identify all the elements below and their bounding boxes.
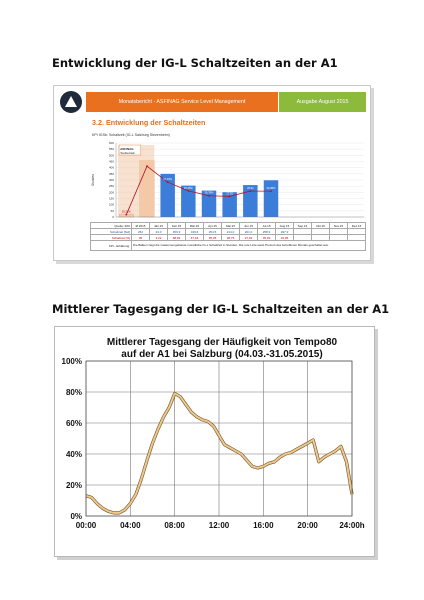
report-point-label: 27,92 xyxy=(226,192,233,196)
report-ytick-label: 50 xyxy=(110,208,114,213)
table-cell: 254,5 xyxy=(204,229,222,235)
y-tick-label: 100% xyxy=(61,357,82,366)
table-cell: Ø 2015 xyxy=(132,223,150,229)
report-percent-point xyxy=(270,190,272,192)
report-ytick-label: 350 xyxy=(108,171,114,176)
table-row-kpi xyxy=(91,241,366,251)
table-cell: 35 xyxy=(132,235,150,241)
report-y-axis-label: Stunden xyxy=(91,174,95,186)
table-row-label: Quelle: IRO xyxy=(91,223,132,229)
report-bar xyxy=(264,180,278,217)
table-cell: 68,69 xyxy=(168,235,186,241)
table-cell: 3,22 xyxy=(150,235,168,241)
table-cell: Feb.15 xyxy=(168,223,186,229)
report-bar xyxy=(140,161,154,217)
report-ytick-label: 250 xyxy=(108,184,114,189)
y-tick-label: 80% xyxy=(65,388,82,397)
table-cell: 349,6 xyxy=(186,229,204,235)
report-ytick-label: 300 xyxy=(108,178,114,182)
monthly-schaltzeit-chart xyxy=(90,139,366,221)
report-ytick-label: 0 xyxy=(112,215,114,219)
report-point-label: 26,92 xyxy=(247,187,254,191)
x-tick-label: 08:00 xyxy=(164,521,185,530)
report-percent-point xyxy=(249,190,251,192)
table-cell: 27,92 xyxy=(240,235,258,241)
table-row-label: Schaltzeit [Std] xyxy=(91,229,132,235)
report-header-issue: Ausgabe August 2015 xyxy=(279,92,366,112)
report-ytick-label: 600 xyxy=(108,141,114,145)
report-percent-point xyxy=(146,165,148,167)
table-cell: Mai.15 xyxy=(222,223,240,229)
y-tick-label: 0% xyxy=(70,512,82,521)
report-snapshot xyxy=(53,85,371,261)
report-percent-point xyxy=(125,214,127,216)
table-cell: Jun.15 xyxy=(240,223,258,229)
logo-triangle-icon xyxy=(65,96,77,107)
section-heading-tagesgang: Mittlerer Tagesgang der IG-L Schaltzeiten an der A1 xyxy=(52,302,390,316)
table-cell: 47,04 xyxy=(186,235,204,241)
report-ytick-label: 450 xyxy=(108,159,114,164)
report-percent-point xyxy=(187,190,189,192)
table-cell: 456,9 xyxy=(168,229,186,235)
report-ytick-label: 150 xyxy=(108,196,114,201)
report-point-label: 47,04% xyxy=(163,178,173,182)
table-cell: Apr.15 xyxy=(204,223,222,229)
report-percent-point xyxy=(229,195,231,197)
daily-profile-chart-card xyxy=(54,326,375,557)
table-cell: 24,0 xyxy=(150,229,168,235)
chart-subtitle: auf der A1 bei Salzburg (04.03.-31.05.2015) xyxy=(121,349,323,360)
table-cell: Okt.15 xyxy=(312,223,330,229)
table-cell: 35,35 xyxy=(204,235,222,241)
x-tick-label: 00:00 xyxy=(75,521,97,530)
section-heading-schaltzeiten: Entwicklung der IG-L Schaltzeiten an der A1 xyxy=(52,56,338,70)
table-cell: 214,0 xyxy=(222,229,240,235)
table-cell: Aug.15 xyxy=(276,223,294,229)
schaltzeit-table xyxy=(90,222,366,251)
report-header-title: Monatsbericht - ASFINAG Service Level Management xyxy=(86,92,278,112)
table-cell: 252 xyxy=(132,229,150,235)
table-cell: 258,9 xyxy=(258,229,276,235)
report-ytick-label: 500 xyxy=(108,153,114,158)
report-point-label: 20,31% xyxy=(121,210,131,214)
chart-title: Mittlerer Tagesgang der Häufigkeit von Tempo80 xyxy=(106,337,338,348)
table-cell: Jul.15 xyxy=(258,223,276,229)
table-cell: Sep.15 xyxy=(294,223,312,229)
table-row-label: Schaltzeit [%] xyxy=(91,235,132,241)
asfinag-logo xyxy=(60,91,82,113)
x-tick-label: 12:00 xyxy=(208,521,230,530)
report-ytick-label: 550 xyxy=(108,147,114,152)
y-tick-label: 20% xyxy=(65,481,82,490)
report-test-label: ASFINAG xyxy=(120,147,134,151)
table-cell: 34,95 xyxy=(276,235,294,241)
report-ytick-label: 200 xyxy=(108,190,114,195)
kpi-text: Die Balken zeigt die zusammengefasste monatliche IG-L Schaltzeit in Stunden. Die rote Linie weist Prozent des betroffenen Monats geschaltet aus. xyxy=(132,241,366,251)
report-percent-point xyxy=(208,195,210,197)
kpi-label: KPI - Erklärung: xyxy=(91,241,132,251)
daily-profile-chart xyxy=(55,327,374,556)
report-test-label: Testbetrieb xyxy=(120,151,135,155)
report-point-label: 26,78% xyxy=(204,191,214,195)
y-tick-label: 40% xyxy=(65,450,82,459)
table-cell: 35,02 xyxy=(258,235,276,241)
y-tick-label: 60% xyxy=(65,419,82,428)
report-ytick-label: 100 xyxy=(108,202,114,207)
x-tick-label: 20:00 xyxy=(297,521,318,530)
report-point-label: 34,95% xyxy=(266,187,276,191)
x-tick-label: 24:00h xyxy=(339,521,365,530)
report-chart-title: KPI IGSb: Schaltzeit (IG-L Salzburg Siezenheim) xyxy=(92,133,170,137)
table-cell: Nov.15 xyxy=(330,223,348,229)
table-cell: 201,0 xyxy=(240,229,258,235)
report-section-title: 3.2. Entwicklung der Schaltzeiten xyxy=(92,118,206,127)
table-cell: Jän.15 xyxy=(150,223,168,229)
x-tick-label: 16:00 xyxy=(253,521,274,530)
report-ytick-label: 400 xyxy=(108,165,114,170)
table-cell: 297,9 xyxy=(276,229,294,235)
table-cell: Mär.15 xyxy=(186,223,204,229)
table-cell: 28,76 xyxy=(222,235,240,241)
report-percent-point xyxy=(167,181,169,183)
report-point-label: 35,35% xyxy=(183,186,193,190)
table-cell: Dez.15 xyxy=(348,223,366,229)
x-tick-label: 04:00 xyxy=(120,521,141,530)
